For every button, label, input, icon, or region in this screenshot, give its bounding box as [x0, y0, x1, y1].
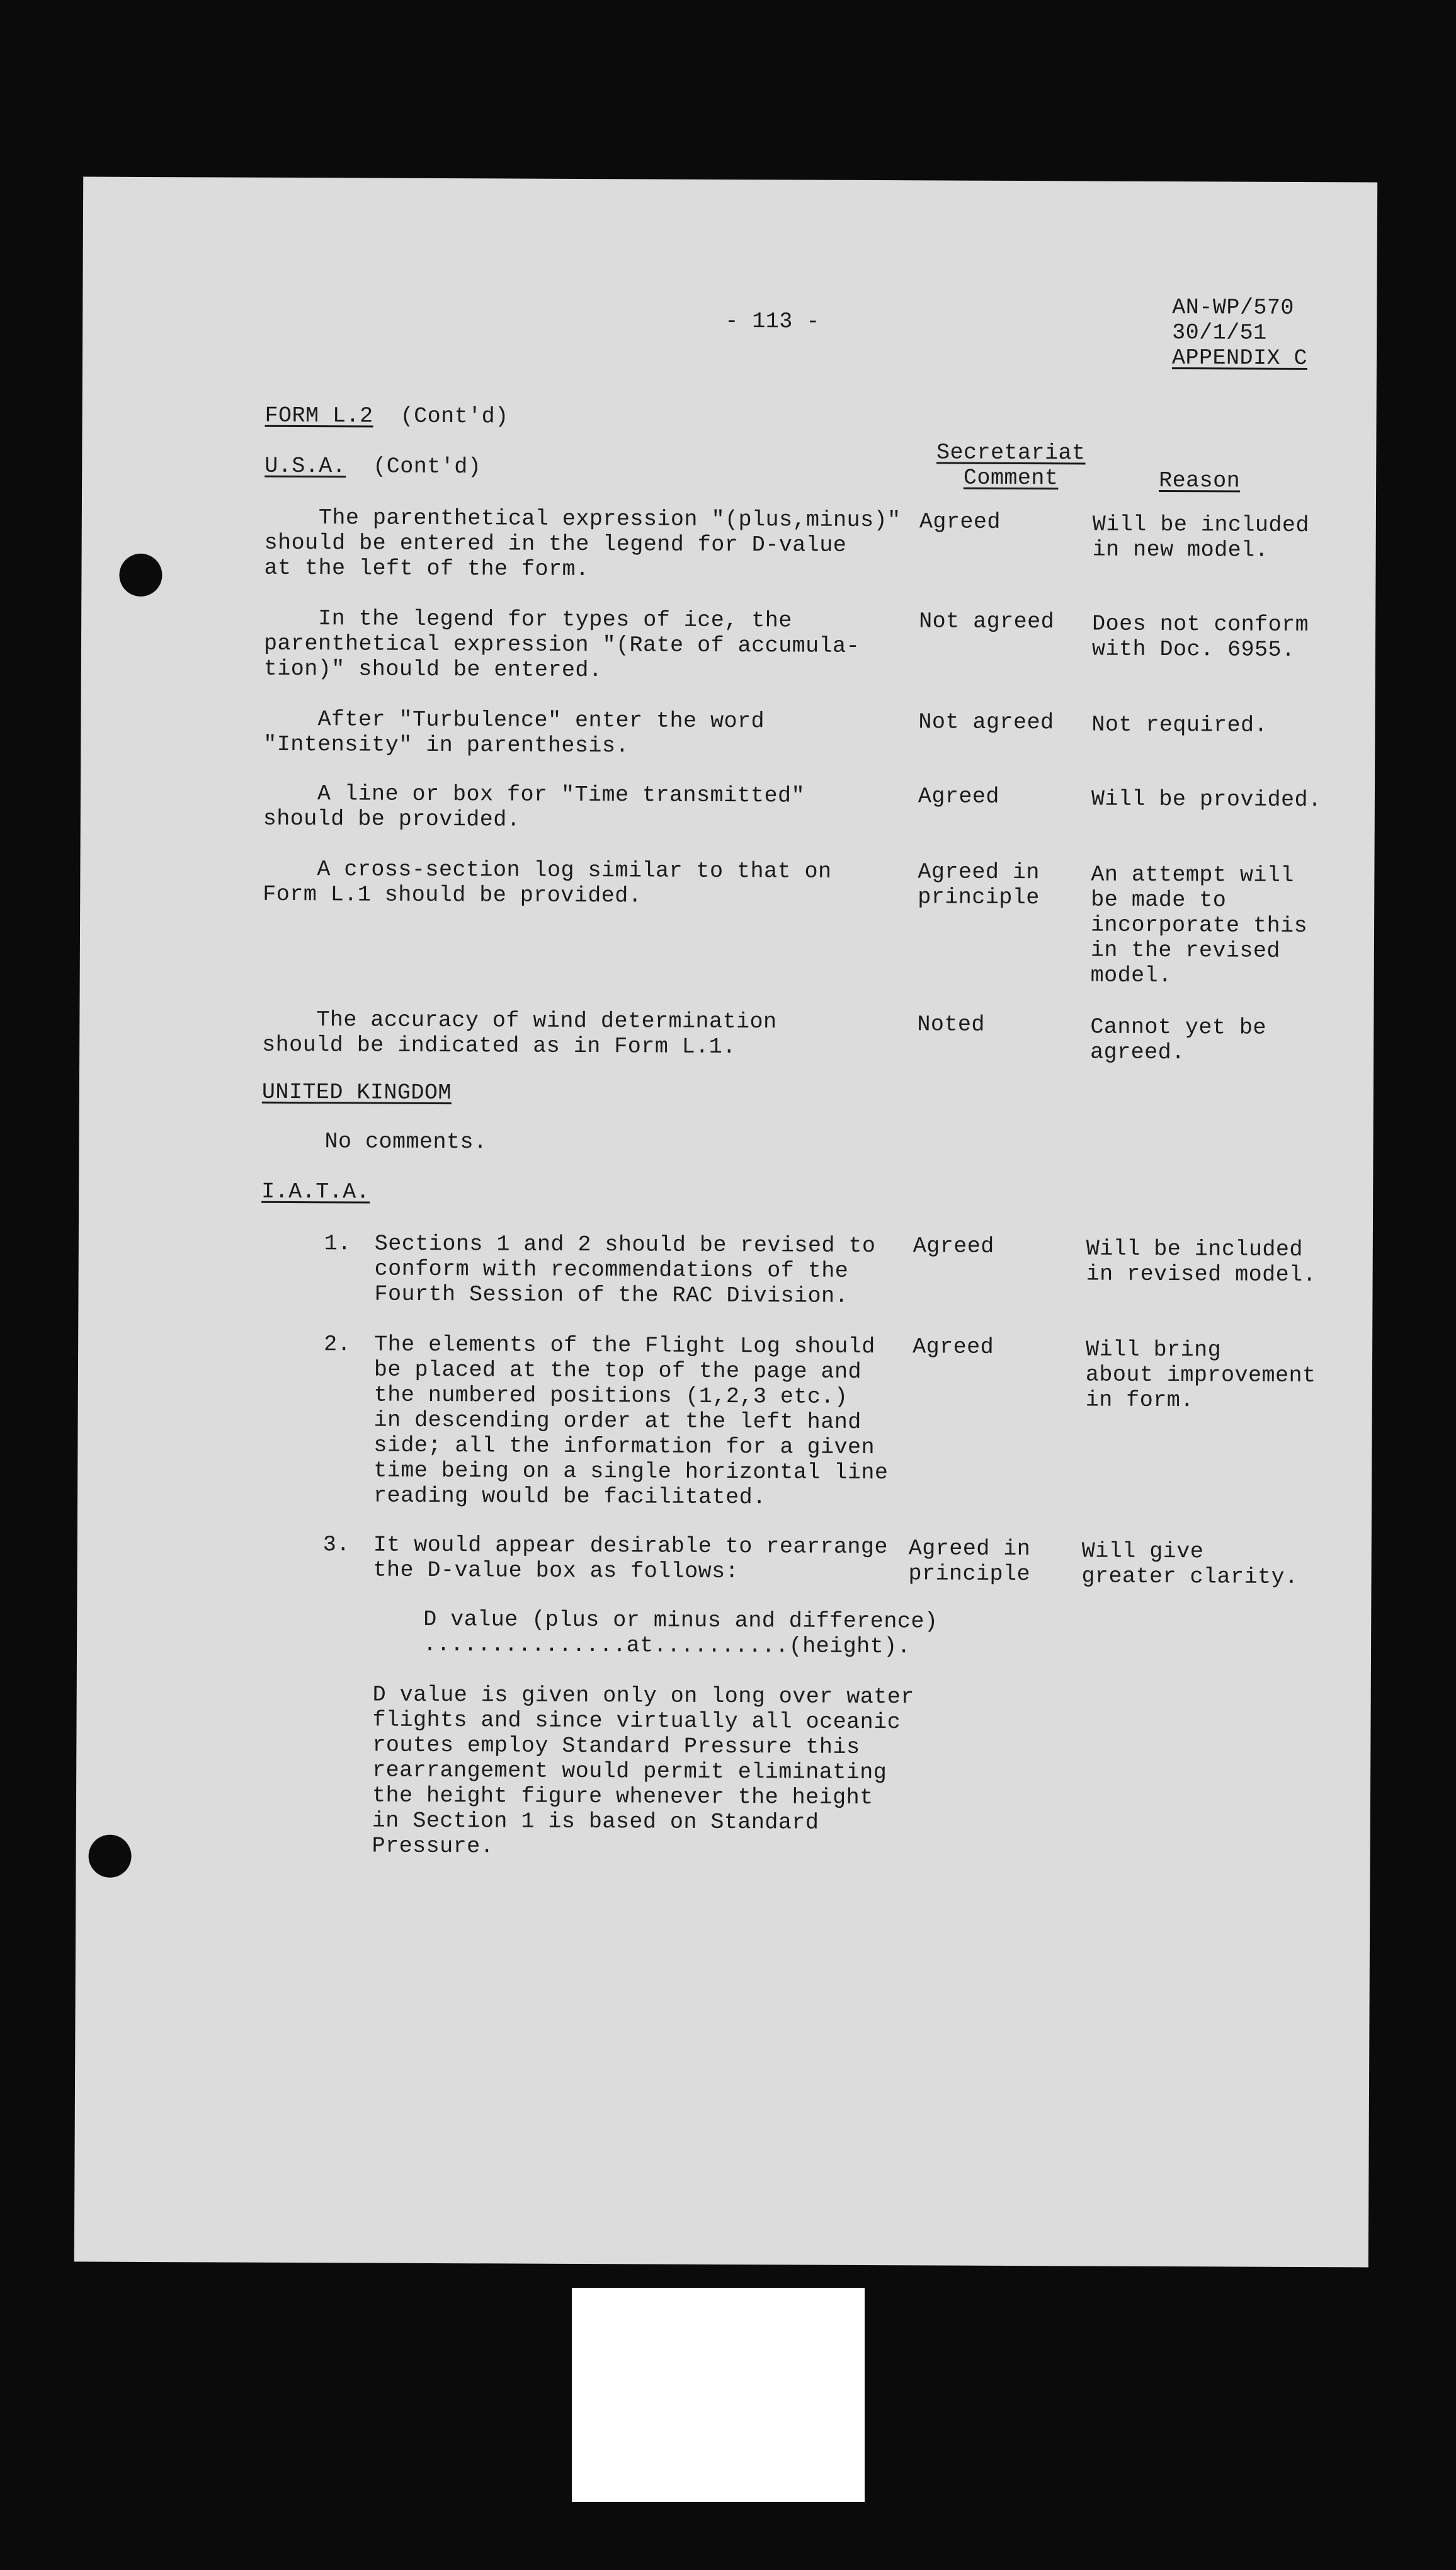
item-reason-line: in new model. — [1092, 537, 1269, 563]
doc-date: 30/1/51 — [1172, 320, 1267, 346]
usa-heading-line — [264, 454, 481, 480]
item-reason-line: Will be included — [1086, 1236, 1303, 1262]
form-title-suffix: (Cont'd) — [400, 403, 509, 430]
note-line: flights and since virtually all oceanic — [372, 1707, 901, 1735]
item-text-line: conform with recommendations of the — [374, 1256, 849, 1284]
item-reason-line: greater clarity. — [1081, 1563, 1299, 1590]
item-text-line: be placed at the top of the page and — [373, 1357, 862, 1385]
comment-header-line2: Comment — [963, 465, 1059, 491]
note-line: D value is given only on long over water — [372, 1682, 914, 1710]
appendix-label: APPENDIX C — [1171, 345, 1308, 372]
reason-header: Reason — [1159, 467, 1241, 494]
note-line: routes employ Standard Pressure this — [372, 1732, 860, 1760]
item-text-line: Fourth Session of the RAC Division. — [374, 1281, 849, 1309]
item-text-line: It would appear desirable to rearrange — [373, 1532, 888, 1560]
note-line: in Section 1 is based on Standard — [372, 1808, 819, 1836]
item-text-line: in descending order at the left hand — [373, 1407, 862, 1435]
item-comment-line: principle — [908, 1561, 1031, 1587]
uk-heading: UNITED KINGDOM — [261, 1079, 452, 1106]
item-text-line: Form L.1 should be provided. — [263, 881, 642, 909]
item-text-line: A cross-section log similar to that on — [263, 856, 832, 884]
item-text-line: Sections 1 and 2 should be revised to — [374, 1231, 876, 1259]
item-reason-line: be made to — [1091, 887, 1227, 913]
punch-hole — [119, 554, 162, 597]
punch-hole — [88, 1835, 131, 1878]
doc-reference: AN-WP/570 — [1172, 295, 1294, 321]
item-text-line: After "Turbulence" enter the word — [263, 706, 765, 734]
item-comment: Agreed — [913, 1334, 994, 1360]
item-text-line: the D-value box as follows: — [373, 1557, 739, 1585]
item-reason-line: in revised model. — [1086, 1261, 1317, 1288]
item-text-line: parenthetical expression "(Rate of accumula- — [263, 631, 860, 659]
item-text-line: The elements of the Flight Log should — [374, 1332, 875, 1360]
item-text-line: side; all the information for a given — [373, 1432, 875, 1461]
item-reason-line: Not required. — [1091, 712, 1268, 738]
item-text-line: reading would be facilitated. — [373, 1483, 766, 1511]
note-line: rearrangement would permit eliminating — [372, 1757, 887, 1786]
item-text-line: time being on a single horizontal line — [373, 1458, 889, 1486]
item-reason-line: Will give — [1081, 1538, 1204, 1565]
page-number: - 113 - — [725, 308, 820, 334]
blank-label-card — [572, 2288, 865, 2502]
item-reason-line: in form. — [1085, 1387, 1194, 1414]
item-reason-line: Will be provided. — [1091, 786, 1322, 813]
uk-text: No comments. — [324, 1129, 487, 1155]
item-text-line: tion)" should be entered. — [263, 656, 603, 683]
item-text-line: at the left of the form. — [264, 555, 589, 583]
document-page — [74, 177, 1377, 2268]
item-comment-line: principle — [918, 884, 1040, 911]
item-reason-line: Cannot yet be — [1090, 1014, 1266, 1041]
dvalue-line: D value (plus or minus and difference) — [423, 1606, 938, 1635]
item-reason-line: Does not conform — [1092, 611, 1309, 638]
item-comment: Not agreed — [919, 608, 1055, 635]
iata-heading: I.A.T.A. — [261, 1179, 370, 1205]
item-number: 1. — [324, 1231, 351, 1257]
note-line: Pressure. — [372, 1833, 494, 1859]
item-reason-line: Will bring — [1086, 1337, 1222, 1363]
item-text-line: The accuracy of wind determination — [262, 1007, 777, 1035]
item-text-line: A line or box for "Time transmitted" — [263, 780, 805, 809]
item-comment: Agreed — [919, 509, 1001, 535]
item-number: 2. — [324, 1332, 351, 1357]
item-comment: Agreed — [918, 784, 1000, 809]
form-title-line — [264, 403, 508, 430]
item-comment: Not agreed — [918, 709, 1054, 736]
form-title: FORM L.2 — [264, 403, 373, 429]
item-text-line: The parenthetical expression "(plus,minus)" — [264, 505, 901, 534]
item-reason-line: incorporate this — [1090, 912, 1308, 939]
item-reason-line: about improvement — [1085, 1362, 1316, 1389]
item-text-line: In the legend for types of ice, the — [264, 605, 792, 634]
item-reason-line: with Doc. 6955. — [1091, 636, 1295, 663]
item-text-line: "Intensity" in parenthesis. — [263, 731, 629, 759]
item-comment-line: Agreed in — [908, 1536, 1031, 1562]
note-line: the height figure whenever the height — [372, 1783, 873, 1811]
item-text-line: the numbered positions (1,2,3 etc.) — [373, 1382, 848, 1410]
usa-heading-suffix: (Cont'd) — [373, 454, 482, 480]
item-comment: Noted — [917, 1012, 985, 1037]
item-comment: Agreed — [913, 1233, 994, 1259]
item-reason-line: model. — [1090, 962, 1172, 989]
item-reason-line: An attempt will — [1091, 862, 1295, 888]
item-text-line: should be indicated as in Form L.1. — [262, 1032, 736, 1060]
item-reason-line: in the revised — [1090, 937, 1281, 964]
item-reason-line: agreed. — [1090, 1039, 1185, 1066]
item-reason-line: Will be included — [1092, 511, 1309, 539]
comment-header-line1: Secretariat — [936, 440, 1086, 466]
dvalue-line: ...............at..........(height). — [423, 1631, 911, 1660]
item-number: 3. — [322, 1532, 350, 1558]
item-comment-line: Agreed in — [918, 859, 1040, 886]
item-text-line: should be entered in the legend for D-value — [264, 530, 847, 558]
usa-heading: U.S.A. — [264, 453, 346, 479]
item-text-line: should be provided. — [263, 806, 521, 833]
